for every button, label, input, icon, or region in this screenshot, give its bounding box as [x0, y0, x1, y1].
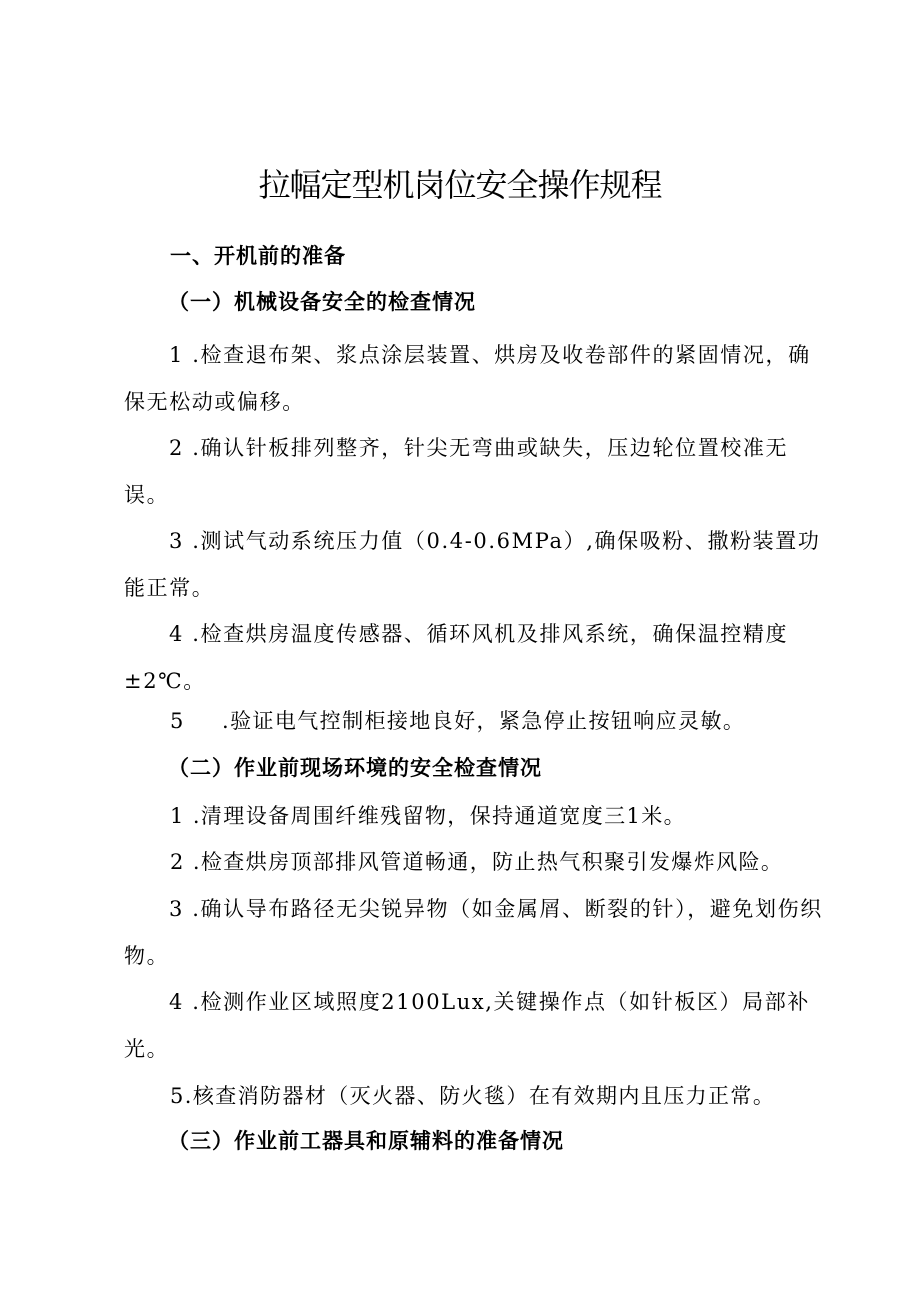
subsection-heading-2: （二）作业前现场环境的安全检查情况 [168, 755, 542, 780]
paragraph-item-1-3: 3 .测试气动系统压力值（0.4-0.6MPa）,确保吸粉、撒粉装置功能正常。 [124, 529, 821, 600]
item-number: 5 [170, 709, 185, 733]
paragraph-item-2-4: 4 .检测作业区域照度2100Lux,关键操作点（如针板区）局部补光。 [124, 990, 810, 1061]
paragraph-item-2-2: 2 .检查烘房顶部排风管道畅通，防止热气积聚引发爆炸风险。 [170, 850, 784, 874]
paragraph-item-1-5 [170, 706, 870, 736]
subsection-heading-3: （三）作业前工器具和原辅料的准备情况 [168, 1128, 564, 1153]
paragraph-item-1-2: 2 .确认针板排列整齐，针尖无弯曲或缺失，压边轮位置校准无误。 [124, 436, 789, 507]
item-text: .验证电气控制柜接地良好，紧急停止按钮响应灵敏。 [222, 709, 746, 733]
paragraph-item-1-1: 1 .检查退布架、浆点涂层装置、烘房及收卷部件的紧固情况，确保无松动或偏移。 [124, 343, 811, 414]
paragraph-item-1-4: 4 .检查烘房温度传感器、循环风机及排风系统，确保温控精度±2℃。 [124, 622, 789, 693]
paragraph-item-2-3: 3 .确认导布路径无尖锐异物（如金属屑、断裂的针），避免划伤织物。 [124, 897, 823, 968]
section-heading-1: 一、开机前的准备 [170, 243, 346, 268]
document-title: 拉幅定型机岗位安全操作规程 [258, 166, 662, 204]
paragraph-item-2-5: 5.核查消防器材（灭火器、防火毯）在有效期内且压力正常。 [170, 1084, 776, 1108]
subsection-heading-1: （一）机械设备安全的检查情况 [168, 289, 476, 314]
paragraph-item-2-1: 1 .清理设备周围纤维残留物，保持通道宽度三1米。 [170, 804, 687, 828]
